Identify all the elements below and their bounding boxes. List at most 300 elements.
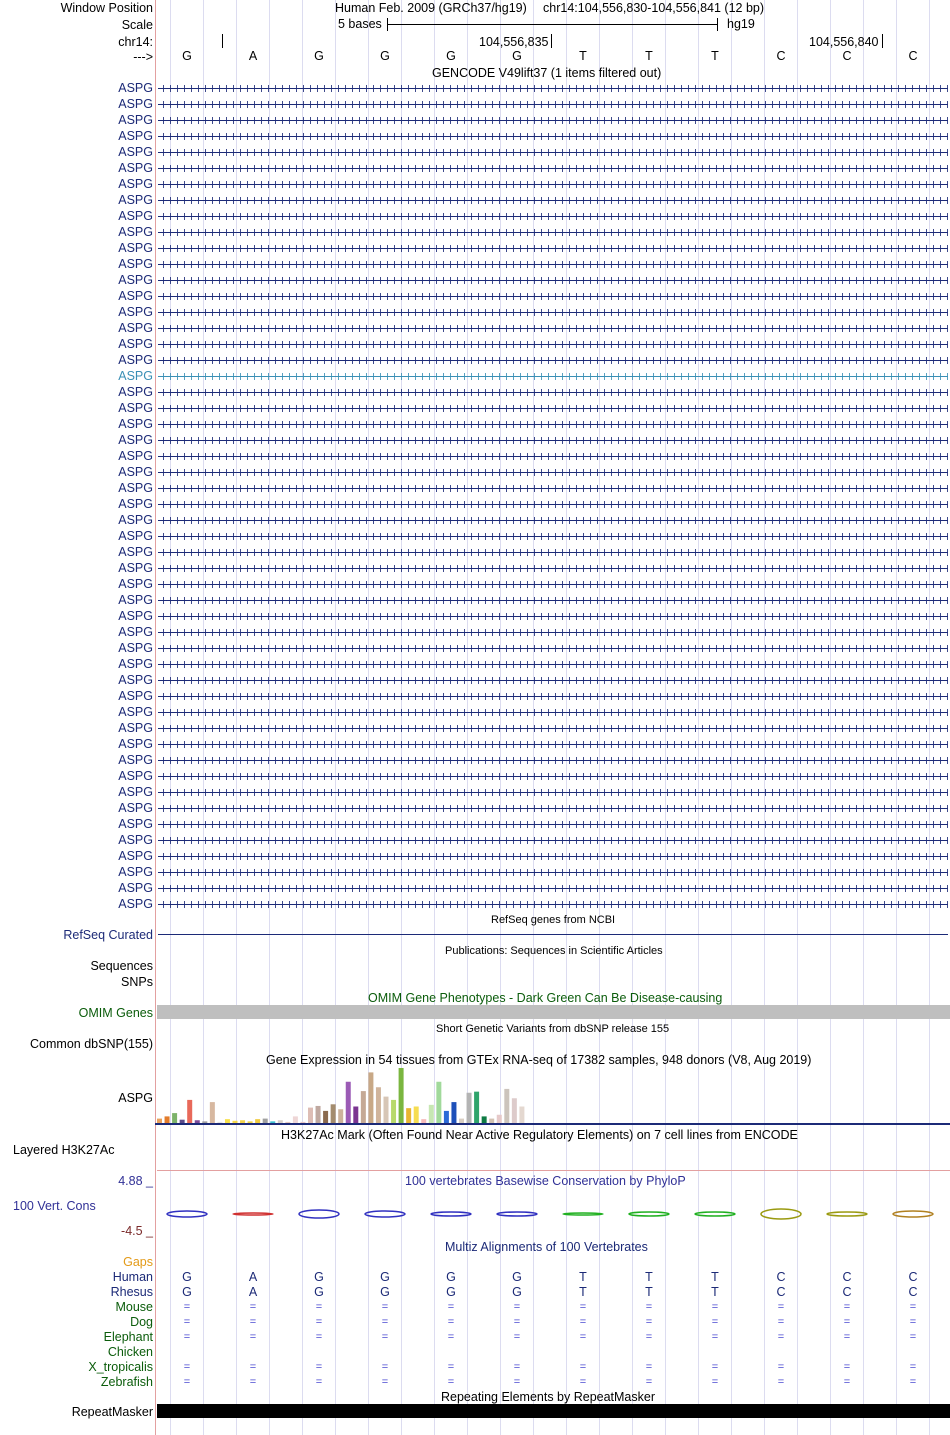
gtex-tissue-bar[interactable] <box>225 1119 230 1123</box>
multiz-base: T <box>579 1270 587 1284</box>
gencode-gene-label[interactable]: ASPG <box>118 321 153 335</box>
gtex-tissue-bar[interactable] <box>233 1121 238 1123</box>
repeatmasker-feature-bar[interactable] <box>157 1404 950 1418</box>
multiz-base: = <box>909 1376 917 1388</box>
gtex-tissue-bar[interactable] <box>202 1121 207 1123</box>
gtex-tissue-bar[interactable] <box>278 1120 283 1123</box>
phylop-base-glyph[interactable] <box>629 1212 669 1216</box>
strand-arrows <box>158 277 948 284</box>
scale-bar-right-tick <box>717 18 718 31</box>
multiz-species-label[interactable]: Elephant <box>103 1330 153 1344</box>
multiz-base: = <box>183 1361 191 1373</box>
multiz-base: = <box>447 1331 455 1343</box>
phylop-base-glyph[interactable] <box>827 1212 867 1216</box>
multiz-base: = <box>315 1361 323 1373</box>
gencode-gene-label[interactable]: ASPG <box>118 673 153 687</box>
strand-arrows <box>158 565 948 572</box>
multiz-base: = <box>645 1331 653 1343</box>
assembly-title: Human Feb. 2009 (GRCh37/hg19) <box>335 1 527 15</box>
gencode-gene-label[interactable]: ASPG <box>118 897 153 911</box>
gencode-gene-label[interactable]: ASPG <box>118 113 153 127</box>
multiz-base: C <box>908 1270 918 1284</box>
multiz-base: = <box>711 1316 719 1328</box>
gtex-tissue-bar[interactable] <box>293 1116 298 1123</box>
multiz-base: = <box>315 1376 323 1388</box>
gtex-tissue-bar[interactable] <box>285 1122 290 1123</box>
multiz-base: = <box>513 1376 521 1388</box>
strand-arrows <box>158 325 948 332</box>
gtex-tissue-bar[interactable] <box>270 1121 275 1123</box>
strand-arrows <box>158 757 948 764</box>
phylop-base-glyph[interactable] <box>563 1213 603 1215</box>
strand-arrows <box>158 741 948 748</box>
multiz-base: = <box>381 1316 389 1328</box>
gencode-gene-label[interactable]: ASPG <box>118 769 153 783</box>
gencode-gene-label[interactable]: ASPG <box>118 257 153 271</box>
phylop-base-glyph[interactable] <box>299 1210 339 1218</box>
multiz-gaps-label[interactable]: Gaps <box>123 1255 153 1269</box>
multiz-base: T <box>579 1285 587 1299</box>
multiz-base: = <box>183 1376 191 1388</box>
multiz-base: = <box>183 1301 191 1313</box>
scale-text: 5 bases <box>338 17 382 31</box>
gtex-tissue-bar[interactable] <box>157 1119 162 1123</box>
gtex-tissue-bar[interactable] <box>353 1107 358 1124</box>
multiz-base: = <box>579 1331 587 1343</box>
multiz-base: = <box>777 1331 785 1343</box>
multiz-base: = <box>579 1361 587 1373</box>
h3k27ac-track-label[interactable]: Layered H3K27Ac <box>13 1143 115 1157</box>
multiz-base: = <box>447 1316 455 1328</box>
multiz-base: G <box>512 1285 522 1299</box>
gencode-gene-label[interactable]: ASPG <box>118 289 153 303</box>
gtex-tissue-bar[interactable] <box>187 1100 192 1123</box>
base-letter: G <box>512 49 522 63</box>
base-letter: G <box>182 49 192 63</box>
gencode-gene-label[interactable]: ASPG <box>118 545 153 559</box>
multiz-base: C <box>908 1285 918 1299</box>
phylop-base-glyph[interactable] <box>893 1211 933 1217</box>
phylop-base-glyph[interactable] <box>365 1211 405 1217</box>
gencode-gene-label[interactable]: ASPG <box>118 177 153 191</box>
phylop-track-label[interactable]: 100 Vert. Cons <box>13 1199 96 1213</box>
multiz-track-title: Multiz Alignments of 100 Vertebrates <box>445 1240 648 1254</box>
strand-arrows <box>158 453 948 460</box>
gencode-gene-label[interactable]: ASPG <box>118 145 153 159</box>
multiz-base: = <box>579 1376 587 1388</box>
gencode-gene-label[interactable]: ASPG <box>118 513 153 527</box>
gencode-gene-label[interactable]: ASPG <box>118 433 153 447</box>
gencode-gene-label[interactable]: ASPG <box>118 417 153 431</box>
strand-arrows <box>158 373 948 380</box>
multiz-base: G <box>182 1285 192 1299</box>
strand-arrows <box>158 597 948 604</box>
gtex-tissue-bar[interactable] <box>444 1111 449 1123</box>
multiz-base: = <box>249 1331 257 1343</box>
multiz-base: A <box>248 1270 258 1284</box>
omim-track-label[interactable]: OMIM Genes <box>78 1006 153 1020</box>
gtex-tissue-bar[interactable] <box>504 1089 509 1123</box>
gencode-gene-label[interactable]: ASPG <box>118 353 153 367</box>
gtex-tissue-bar[interactable] <box>459 1119 464 1123</box>
gtex-tissue-bar[interactable] <box>210 1102 215 1123</box>
phylop-max-label: 4.88 _ <box>118 1174 153 1188</box>
gtex-tissue-bar[interactable] <box>414 1107 419 1124</box>
gencode-gene-label[interactable]: ASPG <box>118 817 153 831</box>
multiz-base: G <box>380 1270 390 1284</box>
multiz-base: = <box>381 1301 389 1313</box>
multiz-species-label[interactable]: Rhesus <box>110 1285 153 1299</box>
multiz-base: C <box>776 1285 786 1299</box>
gtex-tissue-bar[interactable] <box>165 1116 170 1123</box>
multiz-base: = <box>711 1301 719 1313</box>
strand-arrows <box>158 725 948 732</box>
multiz-species-label[interactable]: Mouse <box>115 1300 153 1314</box>
phylop-base-glyph[interactable] <box>167 1211 207 1217</box>
scale-bar-left-tick <box>387 18 388 31</box>
gtex-tissue-bar[interactable] <box>346 1082 351 1123</box>
gencode-gene-label[interactable]: ASPG <box>118 449 153 463</box>
strand-arrows <box>158 469 948 476</box>
gtex-tissue-bar[interactable] <box>248 1121 253 1123</box>
multiz-base: = <box>579 1316 587 1328</box>
multiz-species-label[interactable]: Human <box>112 1270 153 1284</box>
gencode-gene-label[interactable]: ASPG <box>118 305 153 319</box>
strand-arrows <box>158 501 948 508</box>
multiz-base: = <box>249 1376 257 1388</box>
multiz-base: C <box>842 1285 852 1299</box>
phylop-min-label: -4.5 _ <box>121 1224 153 1238</box>
gencode-gene-label[interactable]: ASPG <box>118 529 153 543</box>
gencode-gene-label[interactable]: ASPG <box>118 497 153 511</box>
gtex-tissue-bar[interactable] <box>406 1108 411 1123</box>
gtex-tissue-bar[interactable] <box>399 1068 404 1123</box>
multiz-base: G <box>446 1270 456 1284</box>
gencode-gene-label[interactable]: ASPG <box>118 577 153 591</box>
gtex-tissue-bar[interactable] <box>263 1119 268 1123</box>
strand-arrows <box>158 581 948 588</box>
gencode-gene-label[interactable]: ASPG <box>118 865 153 879</box>
gtex-tissue-bar[interactable] <box>180 1120 185 1123</box>
gtex-tissue-bar[interactable] <box>361 1091 366 1123</box>
phylop-wiggle[interactable] <box>155 1200 950 1230</box>
strand-arrows <box>158 645 948 652</box>
gencode-gene-label[interactable]: ASPG <box>118 721 153 735</box>
dbsnp-track-title: Short Genetic Variants from dbSNP release 155 <box>436 1023 670 1035</box>
strand-arrows <box>158 885 948 892</box>
gtex-tissue-bar[interactable] <box>255 1119 260 1123</box>
gtex-tissue-bar[interactable] <box>240 1120 245 1123</box>
multiz-base: = <box>645 1316 653 1328</box>
strand-arrows <box>158 805 948 812</box>
strand-arrows <box>158 245 948 252</box>
multiz-base: = <box>843 1301 851 1313</box>
gtex-tissue-bar[interactable] <box>519 1107 524 1124</box>
multiz-species-label[interactable]: Zebrafish <box>100 1375 153 1389</box>
gtex-tissue-bar[interactable] <box>451 1102 456 1123</box>
gencode-gene-label[interactable]: ASPG <box>118 161 153 175</box>
strand-arrows <box>158 117 948 124</box>
multiz-base: = <box>315 1301 323 1313</box>
chrom-label: chr14: <box>118 35 153 49</box>
multiz-base: = <box>843 1376 851 1388</box>
gencode-gene-label[interactable]: ASPG <box>118 641 153 655</box>
strand-arrows <box>158 437 948 444</box>
multiz-base: = <box>843 1316 851 1328</box>
multiz-base: = <box>711 1361 719 1373</box>
strand-arrows <box>158 869 948 876</box>
gencode-gene-label[interactable]: ASPG <box>118 785 153 799</box>
multiz-species-label[interactable]: Dog <box>130 1315 153 1329</box>
gencode-gene-label[interactable]: ASPG <box>118 561 153 575</box>
multiz-base: = <box>315 1316 323 1328</box>
strand-arrows <box>158 421 948 428</box>
multiz-base: = <box>381 1376 389 1388</box>
strand-arrows <box>158 629 948 636</box>
strand-arrows <box>158 405 948 412</box>
gencode-gene-label[interactable]: ASPG <box>118 209 153 223</box>
base-letter: C <box>908 49 918 63</box>
strand-arrows <box>158 149 948 156</box>
multiz-base: C <box>842 1270 852 1284</box>
strand-arrows <box>158 677 948 684</box>
strand-arrows <box>158 357 948 364</box>
gtex-track-title: Gene Expression in 54 tissues from GTEx RNA-seq of 17382 samples, 948 donors (V8, Aug 2019) <box>266 1053 812 1067</box>
gencode-gene-label[interactable]: ASPG <box>118 625 153 639</box>
multiz-base: = <box>579 1301 587 1313</box>
gtex-tissue-bar[interactable] <box>489 1119 494 1123</box>
strand-arrows <box>158 517 948 524</box>
strand-arrows <box>158 773 948 780</box>
gtex-tissue-bar[interactable] <box>474 1092 479 1123</box>
gencode-gene-label[interactable]: ASPG <box>118 881 153 895</box>
base-letter: G <box>380 49 390 63</box>
multiz-base: = <box>843 1361 851 1373</box>
strand-arrows <box>158 661 948 668</box>
gencode-track-title: GENCODE V49lift37 (1 items filtered out) <box>432 66 662 80</box>
strand-arrows <box>158 133 948 140</box>
gtex-tissue-bar[interactable] <box>300 1122 305 1123</box>
strand-arrows <box>158 293 948 300</box>
strand-arrows <box>158 261 948 268</box>
gtex-tissue-bar[interactable] <box>195 1120 200 1123</box>
strand-arrows <box>158 533 948 540</box>
multiz-base: = <box>381 1331 389 1343</box>
multiz-base: = <box>513 1316 521 1328</box>
base-letter: T <box>711 49 719 63</box>
gtex-tissue-bar[interactable] <box>421 1119 426 1123</box>
strand-arrows <box>158 693 948 700</box>
gencode-gene-label[interactable]: ASPG <box>118 737 153 751</box>
refseq-track-label[interactable]: RefSeq Curated <box>63 928 153 942</box>
multiz-base: = <box>645 1301 653 1313</box>
gtex-tissue-bar[interactable] <box>436 1082 441 1123</box>
gtex-track-label[interactable]: ASPG <box>118 1091 153 1105</box>
multiz-base: T <box>645 1285 653 1299</box>
gencode-gene-label[interactable]: ASPG <box>118 241 153 255</box>
gencode-gene-label[interactable]: ASPG <box>118 385 153 399</box>
multiz-base: = <box>315 1331 323 1343</box>
multiz-base: = <box>777 1316 785 1328</box>
refseq-gene-line[interactable] <box>158 934 948 935</box>
strand-arrows <box>158 85 948 92</box>
gencode-gene-label[interactable]: ASPG <box>118 689 153 703</box>
gencode-gene-label[interactable]: ASPG <box>118 129 153 143</box>
gencode-gene-label[interactable]: ASPG <box>118 801 153 815</box>
refseq-track-title: RefSeq genes from NCBI <box>491 914 616 926</box>
position-range: chr14:104,556,830-104,556,841 (12 bp) <box>543 1 765 15</box>
gencode-gene-label[interactable]: ASPG <box>118 465 153 479</box>
strand-arrows <box>158 229 948 236</box>
gencode-gene-label[interactable]: ASPG <box>118 753 153 767</box>
gencode-gene-label[interactable]: ASPG <box>118 705 153 719</box>
phylop-track-title: 100 vertebrates Basewise Conservation by PhyloP <box>405 1174 686 1188</box>
multiz-base: = <box>645 1376 653 1388</box>
gtex-tissue-bar[interactable] <box>217 1122 222 1123</box>
gtex-tissue-bar[interactable] <box>316 1106 321 1123</box>
strand-arrows <box>158 549 948 556</box>
strand-arrows <box>158 213 948 220</box>
omim-track-title: OMIM Gene Phenotypes - Dark Green Can Be Disease-causing <box>368 991 723 1005</box>
gtex-tissue-bar[interactable] <box>368 1072 373 1123</box>
strand-arrows <box>158 197 948 204</box>
multiz-base: = <box>909 1331 917 1343</box>
gencode-gene-label[interactable]: ASPG <box>118 609 153 623</box>
multiz-base: = <box>513 1361 521 1373</box>
publications-track-title: Publications: Sequences in Scientific Articles <box>445 945 663 957</box>
publications-sequences-label[interactable]: Sequences <box>90 959 153 973</box>
gencode-gene-label[interactable]: ASPG <box>118 401 153 415</box>
ruler-tick <box>222 34 223 48</box>
publications-snps-label[interactable]: SNPs <box>121 975 153 989</box>
multiz-base: = <box>381 1361 389 1373</box>
multiz-base: = <box>513 1331 521 1343</box>
scale-db: hg19 <box>727 17 755 31</box>
multiz-base: = <box>447 1301 455 1313</box>
gtex-tissue-bar[interactable] <box>391 1100 396 1123</box>
multiz-base: G <box>512 1270 522 1284</box>
gtex-tissue-bar[interactable] <box>308 1108 313 1123</box>
coord-label-2: 104,556,840 <box>809 35 879 49</box>
multiz-base: = <box>183 1331 191 1343</box>
gencode-gene-label[interactable]: ASPG <box>118 849 153 863</box>
gencode-gene-label[interactable]: ASPG <box>118 225 153 239</box>
base-letter: T <box>579 49 587 63</box>
base-letter: T <box>645 49 653 63</box>
repeatmasker-track-title: Repeating Elements by RepeatMasker <box>441 1390 656 1404</box>
gtex-tissue-bar[interactable] <box>429 1105 434 1123</box>
gencode-gene-label[interactable]: ASPG <box>118 97 153 111</box>
multiz-base: G <box>182 1270 192 1284</box>
strand-arrows <box>158 837 948 844</box>
gencode-gene-label[interactable]: ASPG <box>118 657 153 671</box>
multiz-base: = <box>711 1331 719 1343</box>
dbsnp-track-label[interactable]: Common dbSNP(155) <box>30 1037 153 1051</box>
strand-arrows <box>158 485 948 492</box>
window-position-label: Window Position <box>60 1 153 15</box>
gencode-gene-label[interactable]: ASPG <box>118 833 153 847</box>
multiz-base: = <box>777 1361 785 1373</box>
multiz-base: = <box>909 1301 917 1313</box>
multiz-base: = <box>249 1316 257 1328</box>
gtex-tissue-bar[interactable] <box>338 1109 343 1123</box>
multiz-base: G <box>314 1285 324 1299</box>
multiz-base: = <box>447 1376 455 1388</box>
omim-feature-bar[interactable] <box>157 1005 950 1019</box>
phylop-base-glyph[interactable] <box>761 1209 801 1219</box>
gtex-tissue-bar[interactable] <box>172 1113 177 1123</box>
gencode-gene-label[interactable]: ASPG <box>118 193 153 207</box>
gtex-tissue-bar[interactable] <box>467 1093 472 1123</box>
repeatmasker-track-label[interactable]: RepeatMasker <box>71 1405 153 1419</box>
multiz-species-label[interactable]: X_tropicalis <box>88 1360 153 1374</box>
phylop-base-glyph[interactable] <box>497 1212 537 1216</box>
multiz-base: C <box>776 1270 786 1284</box>
gencode-gene-label[interactable]: ASPG <box>118 369 153 383</box>
h3k27ac-baseline <box>157 1170 950 1171</box>
base-letter: A <box>248 49 258 63</box>
base-letter: G <box>446 49 456 63</box>
multiz-base: T <box>711 1270 719 1284</box>
multiz-base: A <box>248 1285 258 1299</box>
gtex-tissue-bar[interactable] <box>512 1098 517 1123</box>
gtex-tissue-bar[interactable] <box>376 1087 381 1123</box>
multiz-base: = <box>909 1361 917 1373</box>
strand-arrows <box>158 165 948 172</box>
phylop-base-glyph[interactable] <box>695 1212 735 1216</box>
multiz-base: = <box>645 1361 653 1373</box>
scale-label: Scale <box>121 18 153 32</box>
multiz-base: G <box>314 1270 324 1284</box>
strand-arrows <box>158 341 948 348</box>
multiz-base: = <box>513 1301 521 1313</box>
gtex-tissue-bar[interactable] <box>482 1116 487 1123</box>
strand-arrows <box>158 613 948 620</box>
multiz-base: = <box>183 1316 191 1328</box>
strand-arrows <box>158 901 948 908</box>
multiz-species-label[interactable]: Chicken <box>107 1345 153 1359</box>
scale-bar <box>387 24 717 25</box>
multiz-base: G <box>446 1285 456 1299</box>
base-letter: C <box>842 49 852 63</box>
gtex-tissue-bar[interactable] <box>331 1104 336 1123</box>
gtex-bar-chart[interactable] <box>155 1066 950 1126</box>
multiz-base: = <box>909 1316 917 1328</box>
gencode-gene-label[interactable]: ASPG <box>118 273 153 287</box>
gencode-gene-label[interactable]: ASPG <box>118 593 153 607</box>
strand-arrows <box>158 709 948 716</box>
multiz-base: = <box>777 1376 785 1388</box>
multiz-base: G <box>380 1285 390 1299</box>
gencode-gene-label[interactable]: ASPG <box>118 481 153 495</box>
multiz-base: = <box>843 1331 851 1343</box>
gtex-tissue-bar[interactable] <box>384 1097 389 1123</box>
gtex-tissue-bar[interactable] <box>497 1115 502 1123</box>
phylop-base-glyph[interactable] <box>233 1213 273 1215</box>
multiz-base: = <box>447 1361 455 1373</box>
base-letter: G <box>314 49 324 63</box>
strand-arrows <box>158 181 948 188</box>
strand-arrows <box>158 389 948 396</box>
phylop-base-glyph[interactable] <box>431 1212 471 1216</box>
gencode-gene-label[interactable]: ASPG <box>118 337 153 351</box>
gtex-tissue-bar[interactable] <box>323 1111 328 1123</box>
ruler-tick <box>551 34 552 48</box>
multiz-base: = <box>711 1376 719 1388</box>
strand-arrows <box>158 853 948 860</box>
gencode-gene-label[interactable]: ASPG <box>118 81 153 95</box>
base-letter: C <box>776 49 786 63</box>
